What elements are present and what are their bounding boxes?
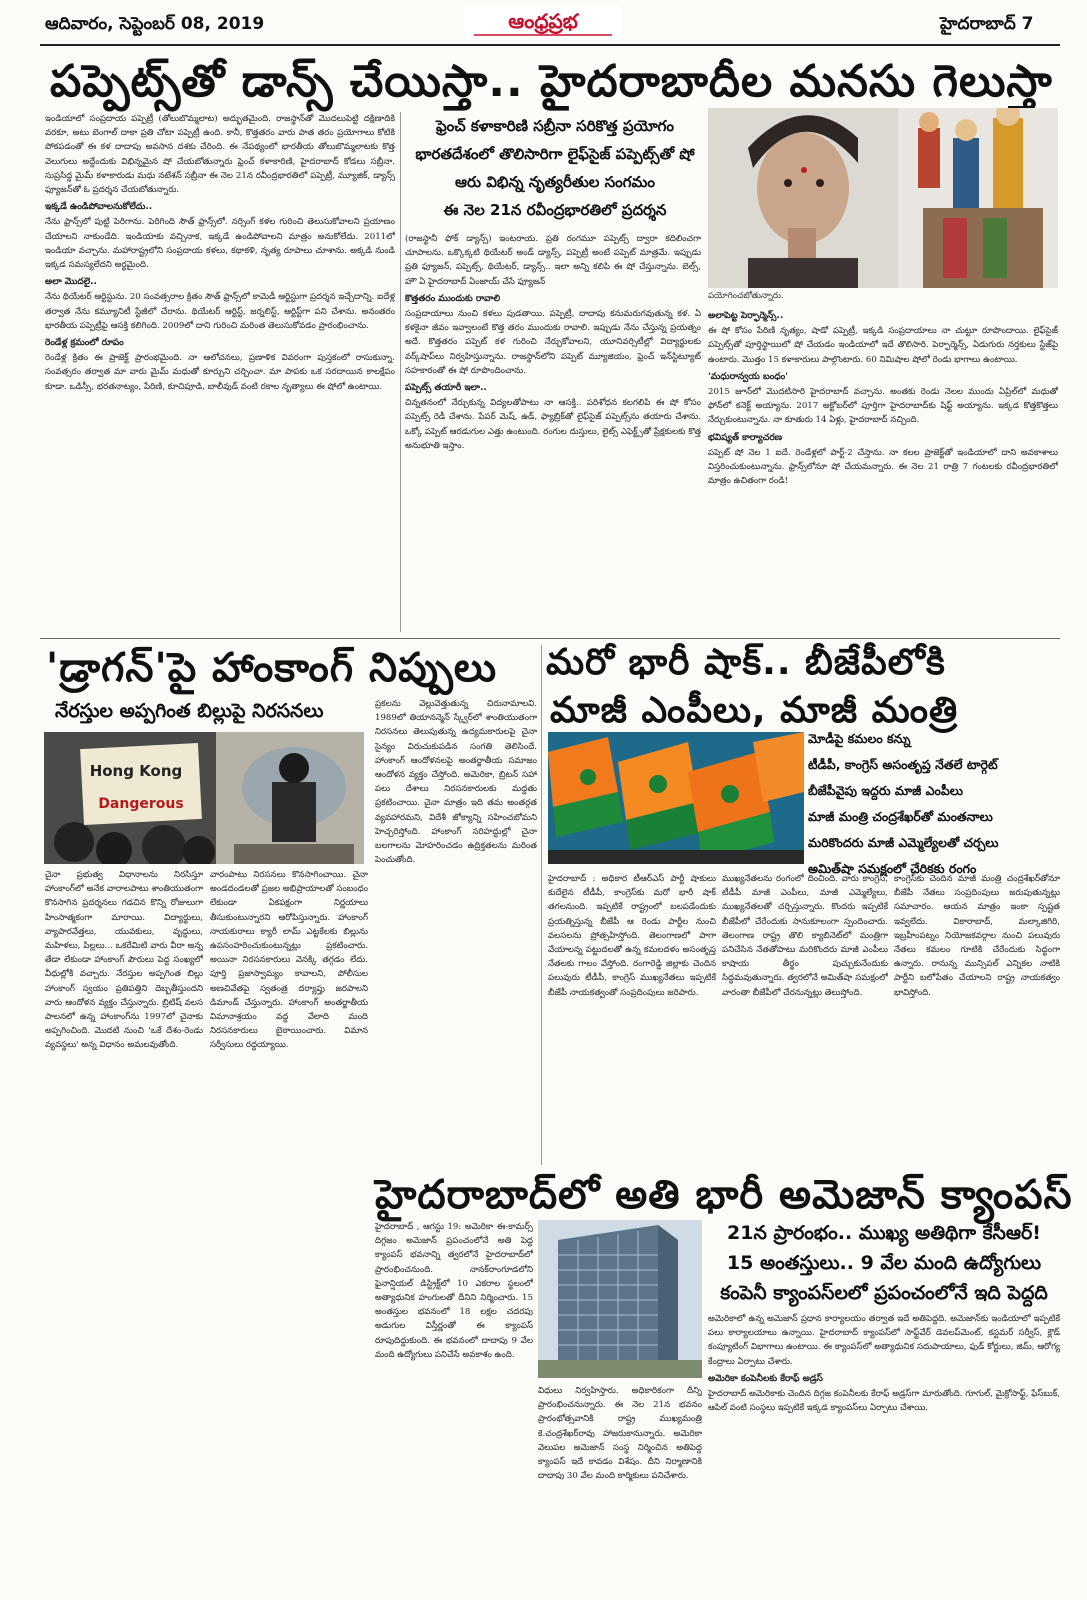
deck-puppets: ఫ్రెంచ్ కళాకారిణి సబ్రీనా సరికొత్త ప్రయోగం భారతదేశంలో తొలిసారిగా లైఫ్‌సైజ్ పప్పెట్స్‌తో షో ఆరు విభిన్న నృత్యరీతుల సంగమం ఈ నెల 21న రవీంద్రభారతిలో ప్రదర్శన: [415, 117, 695, 219]
sign-dangerous: Dangerous: [98, 796, 184, 812]
article-hongkong-col1: చైనా ప్రభుత్వ విధానాలను నిరసిస్తూ హాంకాంగ్‌లో అనేక వారాలపాటు శాంతియుతంగా కొనసాగిన ప్రదర్శనలు గడచిన కొన్ని రోజులుగా హింసాత్మకంగా మారాయి. విద్యార్థులు, వ్యాపారవేత్తలు, యువకులు, వృద్ధులు, మహిళలు, పిల్లలు... ఒకరేమిటి వారు వీరా అన్న తేడా లేకుండా హాంకాంగ్ పౌరులు పెద్ద సంఖ్యలో వీధుల్లోకి వచ్చారు. నేరస్తుల అప్పగింత బిల్లు హాంకాంగ్ స్వయం ప్రతిపత్తిని దెబ్బతీస్తుందని వారు ఆందోళన వ్యక్తం చేస్తున్నారు. బ్రిటిష్ వలస పాలనలో ఉన్న హాంకాంగ్‌ను 1997లో చైనాకు అప్పగించింది. మొదటి నుంచి 'ఒకే దేశం-రెండు వ్యవస్థలు' అన్న విధానం అమలవుతోంది.: [45, 870, 203, 1051]
newspaper-logo: [464, 6, 622, 40]
logo-text: ఆంధ్రప్రభ: [508, 9, 578, 33]
article-puppets-col2: (రాజస్థానీ ఫోక్ డ్యాన్స్) ఇంటరాయ. ప్రతి రంగమూ పప్పెట్స్ ద్వారా కదిలించగా చూపాలను. ఒక్కొక్కటి థియేటర్ అండ్ డ్యాన్స్, పప్పెట్రీ అంటే పప్పెట్ మాత్రమే. ఇప్పుడు ప్రతి ఫ్యూజన్, పప్పెట్స్, థియేటర్, డ్యాన్స్.. ఇలా అన్ని కలిపి ఈ షో చేస్తున్నాను. బెల్స్, హౌ ఏ హైదరాబాద్ ఏంజాయ్ చేసే ఫ్యూజన్ కొత్తతరం ముందుకు రావాలి సంప్రదాయాలు నుంచి కళలు పుడతాయి. పప్పెట్రీ, దాదాపు కనుమరుగవుతున్న కళ. ఏ కళకైనా జీవం ఇవ్వాలంటే కొత్త తరం ముందుకు రావాలి. ఇప్పుడు నేను చేస్తున్న ప్రయత్నం అదే. కొత్తతరం పప్పెట్‌ కళ గురించి నేర్చుకోవాలని, యూనివర్సిటీల్లో విద్యార్థులకు వర్క్‌షాప్‌లు నిర్వహిస్తున్నాను. రాజస్థాన్‌లోని పప్పెట్ మ్యూజియం, ఫ్రెంచ్ ఇన్‌స్టిట్యూట్ సహకారంతో ఈ షో రూపొందించాను. పప్పెట్స్ తయారీ ఇలా.. చిన్నతనంలో నేర్చుకున్న విద్యలతోపాటు నా ఆసక్తి.. పరిశోధన కలగలిపి ఈ షో కోసం పప్పెట్స్ రెడీ చేశాను. పేపర్ మెష్, ఉడ్, ఫ్యాబ్రిక్‌తో లైఫ్‌సైజ్ పప్పెట్స్‌ను తయారు చేశాను. ఒక్కో పప్పెట్ ఆరడుగుల ఎత్తు ఉంటుంది. రంగుల దుస్తులు, లైట్స్ ఎఫెక్ట్స్‌తో ప్రేక్షకులకు కొత్త అనుభూతి ఇస్తాం.: [405, 234, 701, 451]
article-amazon-col1: హైదరాబాద్ , ఆగస్టు 19: అమెరికా ఈ-కామర్స్ దిగ్గజం అమెజాన్ ప్రపంచంలోనే అతి పెద్ద క్యాంపస్ భవనాన్ని త్వరలోనే హైదరాబాద్‌లో ప్రారంభించనుంది. నానక్‌రాంగూడలోని ఫైనాన్షియల్ డిస్ట్రిక్ట్‌లో 10 ఎకరాల స్థలంలో అత్యాధునిక హంగులతో దీనిని నిర్మించారు. 15 అంతస్తుల భవనంలో 18 లక్షల చదరపు అడుగుల విస్తీర్ణంతో ఈ క్యాంపస్ రూపుదిద్దుకుంది. ఈ భవనంలో దాదాపు 9 వేల మంది ఉద్యోగులు పనిచేసే అవకాశం ఉంది.: [375, 1222, 533, 1360]
section-rule: [40, 638, 1060, 639]
masthead: [0, 0, 1087, 46]
column-divider-2: [541, 645, 542, 1165]
article-bjp-col1: హైదరాబాద్ : అధికార టీఆర్ఎస్ పార్టీ షాకులు కుదేలైన టీడీపీ, కాంగ్రెస్‌కు మరో భారీ షాక్ తగలనుంది. ఇప్పటికే రాష్ట్రంలో బలపడేందుకు ప్రయత్నిస్తున్న బీజేపీ ఆ రెండు పార్టీల నుంచి వలసలను ప్రోత్సహిస్తోంది. తెలంగాణలో పాగా వేయాలన్న పట్టుదలతో ఉన్న కమలదళం అసంతృప్త నేతలకు గాలం వేస్తోంది. రంగారెడ్డి జిల్లాకు చెందిన పలువురు టీడీపీ, కాంగ్రెస్ ముఖ్యనేతలు ఇప్పటికే బీజేపీ నాయకత్వంతో సంప్రదింపులు జరిపారు.: [548, 874, 716, 998]
article-hongkong-col3: ప్రకలను వెల్లువెత్తుతున్న చిరునామాలవి. 1989లో తియానన్మెన్ స్క్వేర్‌లో శాంతియుతంగా నిరసనలు తెలుపుతున్న ఉద్యమకారులపై చైనా సైన్యం విరుచుకుపడిన సంగతి తెలిసిందే. హాంకాంగ్ ఆందోళనలపై అంతర్జాతీయ సమాజం ఆందోళన వ్యక్తం చేస్తోంది. అమెరికా, బ్రిటన్ సహా పలు దేశాలు నిరసనకారులకు మద్దతు ప్రకటించాయి. చైనా మాత్రం ఇది తమ అంతర్గత వ్యవహారమని, విదేశీ జోక్యాన్ని సహించబోమని హెచ్చరిస్తోంది. హాంకాంగ్ సరిహద్దుల్లో చైనా బలగాలను మోహరించడం ఉద్రిక్తతలను మరింత పెంచుతోంది.: [375, 699, 537, 866]
highlight-item: మాజీ మంత్రి చంద్రశేఖర్‌తో మంతనాలు: [808, 809, 993, 824]
subhead-hongkong: నేరస్తుల అప్పగింత బిల్లుపై నిరసనలు: [55, 700, 324, 722]
headline-bjp-line1: మరో భారీ షాక్.. బీజేపీలోకి: [546, 642, 946, 683]
issue-date: ఆదివారం, సెప్టెంబర్ 08, 2019: [45, 14, 265, 34]
masthead-rule: [40, 44, 1060, 46]
photo-sabrina-puppets: [708, 108, 1058, 288]
headline-amazon: హైదరాబాద్‌లో అతి భారీ అమెజాన్ క్యాంపస్: [375, 1172, 1073, 1218]
photo-amazon-campus: [538, 1220, 702, 1378]
article-puppets-col3: అలాపెట్ట పెర్ఫార్మెన్స్.. ఈ షో కోసం పేరిణి నృత్యం, షాడో పప్పెట్రీ, ఇక్కడి సంప్రదాయాలు నా చుట్టూ రూపొందాయి. లైఫ్‌సైజ్ పప్పెట్స్‌తో పూర్తిస్థాయిలో షో చేయడం ఇండియాలో ఇదే తొలిసారి. పెర్ఫార్మెన్స్, ఏడుగురు నర్తకులు స్టేజ్‌పై ఉంటారు. మొత్తం 15 కళాకారులు పాల్గొంటారు. 60 నిమిషాల షోలో రెండు భాగాలు ఉంటాయి. 'మధురాన్వయ బంధం' 2015 జూన్‌లో మొదటిసారి హైదరాబాద్ వచ్చాను. అంతకు రెండు నెలల ముందు ఏప్రిల్‌లో మధుతో ఫోన్‌లో కనెక్ట్ అయ్యాను. 2017 అక్టోబర్‌లో పూర్తిగా హైదరాబాద్‌కు షిఫ్ట్ అయ్యాను. ఇక్కడ కొత్తకొత్తలు నేర్చుకుంటున్నాను. నా కూతురు 14 ఏళ్లు, హైదరాబాద్ నచ్చింది. భవిష్యత్ కార్యాచరణ పప్పెట్ షో నెల 1 ఐదే. రెండేళ్లలో పార్ట్-2 చేస్తాను. నా కలల ప్రాజెక్ట్‌తో ఇండియాలో దాని అవకాశాలు విస్తరించుకుంటున్నాను. ఫ్రాన్స్‌లోనూ షో చేయమన్నారు. ఈ నెల 21 రాత్రి 7 గంటలకు రవీంద్రభారతిలో మాత్రం ఉచితంగా రండి!: [708, 311, 1058, 487]
article-amazon-col2: విధులు నిర్వహిస్తారు. అధికారికంగా దీన్ని ప్రారంభించనున్నారు. ఈ నెల 21న భవనం ప్రారంభోత్సవానికి రాష్ట్ర ముఖ్యమంత్రి కె.చంద్రశేఖర్‌రావు హాజరుకానున్నారు. అమెరికా వెలుపల అమెజాన్ సంస్థ నిర్మించిన అతిపెద్ద క్యాంపస్ ఇదే కావడం విశేషం. దీని నిర్మాణానికి దాదాపు 30 వేల మంది కార్మికులు పనిచేశారు.: [538, 1386, 702, 1482]
puppet-photo-illustration: [708, 108, 1058, 288]
headline-hongkong: 'డ్రాగన్'పై హాంకాంగ్ నిప్పులు: [46, 645, 498, 691]
sign-hongkong: Hong Kong: [89, 762, 183, 780]
highlight-item: అమిత్‌షా సమక్షంలో చేరికకు రంగం: [808, 861, 977, 876]
highlight-item: మరికొందరు మాజీ ఎమ్మెల్యేలతో చర్చలు: [808, 835, 999, 850]
article-hongkong-col2: వారంపాటు నిరసనలు కొనసాగించాయి. చైనా అండదండలతో ప్రజల అభిప్రాయాలతో సంబంధం లేకుండా ఏకపక్షంగా నిర్ణయాలు తీసుకుంటున్నారని ఆరోపిస్తున్నారు. హాంకాంగ్ నాయకురాలు క్యారీ లామ్ ఎట్టకేలకు బిల్లును ఉపసంహరించుకుంటున్నట్లు ప్రకటించారు. అయినా నిరసనకారులు వెనక్కి తగ్గడం లేదు. పూర్తి ప్రజాస్వామ్యం కావాలని, పోలీసుల అణచివేతపై స్వతంత్ర దర్యాప్తు జరపాలని డిమాండ్ చేస్తున్నారు. హాంకాంగ్ అంతర్జాతీయ విమానాశ్రయం వద్ద వేలాది మంది నిరసనకారులు బైఠాయించారు. విమాన సర్వీసులు రద్దయ్యాయి.: [210, 870, 368, 1051]
bjp-highlights: [808, 726, 1062, 882]
bjp-flags-illustration: [548, 732, 804, 864]
article-puppets-col1: ఇండియాలో సంప్రదాయ పప్పెట్రీ (తోలుబొమ్మలాట) అద్భుతమైంది. రాజస్థాన్‌తో మొదలుపెట్టి దక్షిణాదికి వరకూ, అటు బెంగాల్ దాకా ప్రతి చోటా పప్పెట్రీ ఉంది. కానీ, కొత్తతరం వారు పాత తరం ప్రయోగాలు కోటికి పోకపడంతో ఈ కళ దాదాపు అవసాన దశకు చేరింది. ఈ నేపథ్యంలో భారతీయ తోలుబొమ్మలాటకు కొత్త వెలుగులు అద్దేందుకు విభిన్నమైన షో చేయబోతున్నారు ఫ్రెంచ్ కళాకారిణి, హైదరాబాద్ కోడలు సబ్రీనా. సుప్రసిద్ధ మైమ్ కళాకారుడు మధు నటేశన్ సబ్రీనా ఈ నెల 21న రవీంద్రభారతిలో పప్పెట్రీ, మ్యూజిక్, డ్యాన్స్ ఫ్యూజన్‌తో ఓ ప్రదర్శన చేయబోతున్నారు. ఇక్కడే ఉండిపోవాలనుకోలేదు.. నేను ఫ్రాన్స్‌లో పుట్టి పెరిగాను. పెరిగింది సౌత్ ఫ్రాన్స్‌లో. నర్సింగ్ కళల గురించి తెలుసుకోవాలని ప్రయాణం చేయాలని నాకుండేది. ఇండియాకు వచ్చినాక, ఇక్కడే ఉండిపోవాలని మాత్రం అనుకోలేదు. 2011లో ఇండియా వచ్చాను. మహారాష్ట్రలోని సంప్రదాయ కళలు, కథాకళి, నృత్య రూపాలు చూశాను. అక్కడి నుండి ఇక్కడ సమస్యలేదని అర్థమైంది. అలా మొదలై.. నేను థియేటర్ ఆర్టిస్టును. 20 సంవత్సరాల క్రితం సౌత్ ఫ్రాన్స్‌లో కామెడీ ఆర్టిస్టుగా ప్రదర్శన ఇచ్చేదాన్ని. ఐదేళ్ల తర్వాత నేను కమ్యూనిటీ స్టేజీలో చేరాను. థియేటర్ ఆర్టిస్ట్, జర్నలిస్ట్, ఆర్టిస్ట్‌గా పని చేశాను. అనంతరం భారతీయ పప్పెట్రీపై ఆసక్తి కలిగింది. 2009లో దాని గురించి మరింత తెలుసుకోవడం ప్రారంభించాను. రెండేళ్ల క్రమంలో రూపం రెండేళ్ల క్రితం ఈ ప్రాజెక్ట్ ప్రారంభమైంది. నా ఆలోచనలు, ప్రణాళిక వివరంగా పుస్తకంలో రాసుకున్నా. సంవత్సరం తర్వాత మా వారు మైమ్ మధుతో కూర్చుని చర్చించా. మా పాపకు ఒక సరదాయిన కాలక్షేపం కూడా. ఒడిస్సీ, భరతనాట్యం, పేరిణి, కూచిపూడి, బాలీవుడ్ వంటి రకాల నృత్యాలు ఈ షోలో ఉంటాయి.: [45, 114, 395, 392]
highlight-item: టీడీపీ, కాంగ్రెస్ అసంతృప్త నేతలే టార్గెట్: [808, 757, 998, 772]
protest-photo-illustration: [44, 732, 364, 864]
highlight-item: బీజేపీవైపు ఇద్దరు మాజీ ఎంపీలు: [808, 783, 963, 798]
article-amazon-col3: అమెరికాలో ఉన్న అమెజాన్ ప్రధాన కార్యాలయం తర్వాత ఇదే అతిపెద్దది. అమెజాన్‌కు ఇండియాలో ఇప్పటికే పలు కార్యాలయాలు ఉన్నాయి. హైదరాబాద్ క్యాంపస్‌లో సాఫ్ట్‌వేర్ డెవలప్‌మెంట్, కస్టమర్ సర్వీస్, క్లౌడ్ కంప్యూటింగ్ విభాగాలు ఉంటాయి. ఈ క్యాంపస్‌లో అత్యాధునిక సదుపాయాలు, ఫుడ్ కోర్టులు, జిమ్, ఆరోగ్య కేంద్రాలు ఏర్పాటు చేశారు. అమెరికా కంపెనీలకు కేరాఫ్ అడ్రస్ హైదరాబాద్ అమెరికాకు చెందిన దిగ్గజ కంపెనీలకు కేరాఫ్ అడ్రస్‌గా మారుతోంది. గూగుల్, మైక్రోసాఫ్ట్, ఫేస్‌బుక్, ఆపిల్ వంటి సంస్థలు ఇప్పటికే ఇక్కడ క్యాంపస్‌లు ఏర్పాటు చేశాయి.: [708, 1314, 1060, 1414]
headline-puppets: పప్పెట్స్‌తో డాన్స్ చేయిస్తా.. హైదరాబాదీల మనసు గెలుస్తా: [50, 56, 1053, 107]
page-city-number: హైదరాబాద్ 7: [940, 14, 1034, 34]
article-bjp-col2: ముఖ్యనేతలను రంగంలో దించింది. వారు కాంగ్రెస్, టీడీపీ మాజీ ఎంపీలు, మాజీ ఎమ్మెల్యేలు, ముఖ్యనేతలతో చర్చిస్తున్నారు. కొందరు ఇప్పటికే బీజేపీలో చేరేందుకు సానుకూలంగా స్పందించారు. తెలంగాణ రాష్ట్ర తొలి క్యాబినెట్‌లో మంత్రిగా పనిచేసిన నేతతోపాటు మరికొందరు మాజీ ఎంపీలు కాషాయ తీర్థం పుచ్చుకునేందుకు సిద్ధమవుతున్నారు. త్వరలోనే అమిత్‌షా సమక్షంలో వారంతా బీజేపీలో చేరనున్నట్లు తెలుస్తోంది.: [722, 874, 888, 998]
article-bjp-col3: కాంగ్రెస్‌కు చెందిన మాజీ మంత్రి చంద్రశేఖర్‌తోనూ బీజేపీ నేతలు సంప్రదింపులు జరుపుతున్నట్లు సమాచారం. ఆయన మాత్రం ఇంకా స్పష్టత ఇవ్వలేదు. వికారాబాద్, మల్కాజిగిరి, ఇబ్రహీంపట్నం నియోజకవర్గాల నుంచి పలువురు నేతలు కమలం గూటికి చేరేందుకు సిద్ధంగా ఉన్నారు. రానున్న మున్సిపల్ ఎన్నికల నాటికి పార్టీని బలోపేతం చేయాలని రాష్ట్ర నాయకత్వం భావిస్తోంది.: [894, 874, 1060, 998]
highlight-item: మోడీపై కమలం కన్ను: [808, 731, 911, 746]
photo-bjp-flags: [548, 732, 804, 864]
photo-caption: పయోగించబోతున్నారు.: [708, 291, 784, 301]
headline-bjp-line2: మాజీ ఎంపీలు, మాజీ మంత్రి: [550, 690, 959, 731]
column-divider: [400, 112, 401, 632]
photo-hongkong-protest: [44, 732, 364, 864]
amazon-building-illustration: [538, 1220, 702, 1378]
deck-amazon: 21న ప్రారంభం.. ముఖ్య అతిథిగా కేసీఆర్! 15 అంతస్తులు.. 9 వేల మంది ఉద్యోగులు కంపెనీ క్యాంపస్‌లలో ప్రపంచంలోనే ఇది పెద్దది: [720, 1222, 1048, 1304]
